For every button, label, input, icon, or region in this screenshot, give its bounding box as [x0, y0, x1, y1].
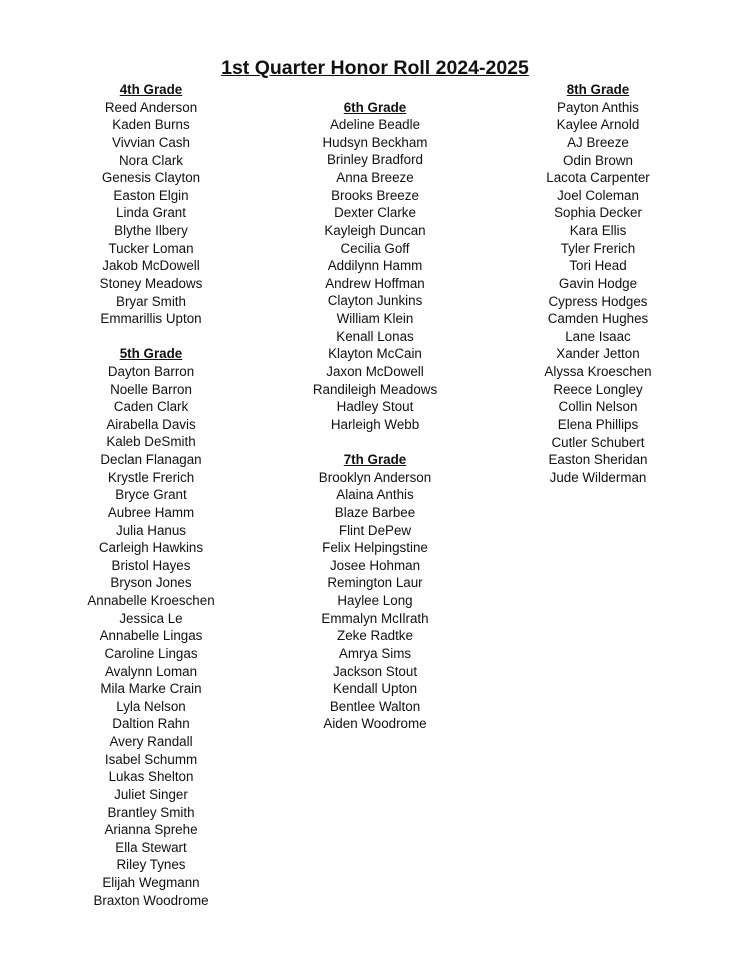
student-name: Adeline Beadle — [329, 117, 421, 133]
student-name: Kara Ellis — [569, 223, 627, 238]
student-name: Blaze Barbee — [334, 504, 416, 520]
student-name: Jessica Le — [119, 610, 183, 626]
student-name: Alaina Anthis — [336, 487, 414, 503]
student-name: Tyler Frerich — [560, 240, 636, 256]
student-name: Cutler Schubert — [551, 434, 645, 450]
student-name: Reed Anderson — [104, 99, 198, 115]
column-right — [488, 81, 708, 486]
student-name: Felix Helpingstine — [322, 540, 428, 556]
student-name: Arianna Sprehe — [104, 822, 198, 838]
student-name: Jakob McDowell — [102, 258, 200, 274]
student-name: Kayleigh Duncan — [324, 222, 426, 238]
student-name: Gavin Hodge — [558, 275, 638, 291]
student-name: Lyla Nelson — [116, 698, 186, 714]
student-name: Klayton McCain — [328, 346, 422, 362]
student-name: Clayton Junkins — [327, 293, 423, 309]
grade-heading-6th: 6th Grade — [343, 99, 407, 115]
student-list-g5 — [41, 363, 261, 909]
student-name: Josee Hohman — [329, 557, 421, 573]
student-name: Flint DePew — [338, 522, 412, 538]
column-middle — [265, 99, 485, 733]
grade-heading-8th: 8th Grade — [566, 82, 630, 97]
student-name: Avery Randall — [109, 734, 193, 750]
student-name: Emmarillis Upton — [100, 311, 202, 327]
student-name: Amrya Sims — [338, 645, 412, 661]
student-list-g6 — [265, 116, 485, 433]
student-name: Haylee Long — [337, 593, 413, 609]
student-name: Emmalyn McIlrath — [321, 610, 429, 626]
student-name: Jaxon McDowell — [326, 363, 424, 379]
grade-heading-7th: 7th Grade — [343, 452, 407, 468]
student-name: Caroline Lingas — [104, 645, 198, 661]
student-list-g8 — [488, 99, 708, 487]
student-name: Genesis Clayton — [101, 170, 201, 186]
student-name: Bryson Jones — [110, 575, 192, 591]
student-name: Bentlee Walton — [329, 698, 421, 714]
student-name: Tori Head — [569, 258, 627, 274]
student-name: Aubree Hamm — [107, 504, 195, 520]
spacer — [41, 328, 261, 346]
grade-heading-4th: 4th Grade — [119, 82, 183, 97]
student-list-g4 — [41, 99, 261, 328]
student-name: Randileigh Meadows — [312, 381, 438, 397]
student-list-g7 — [265, 469, 485, 733]
student-name: Kaden Burns — [112, 117, 190, 133]
student-name: Reece Longley — [553, 381, 643, 397]
student-name: Krystle Frerich — [107, 469, 195, 485]
student-name: AJ Breeze — [567, 134, 629, 150]
student-name: William Klein — [336, 311, 414, 327]
student-name: Hudsyn Beckham — [322, 134, 428, 150]
student-name: Elijah Wegmann — [102, 875, 200, 891]
spacer — [265, 433, 485, 451]
student-name: Brinley Bradford — [326, 152, 423, 168]
student-name: Jude Wilderman — [549, 469, 647, 485]
student-name: Lukas Shelton — [108, 769, 194, 785]
student-name: Kaleb DeSmith — [106, 434, 196, 450]
student-name: Caden Clark — [113, 399, 189, 415]
student-name: Bristol Hayes — [111, 557, 191, 573]
student-name: Nora Clark — [119, 152, 183, 168]
student-name: Julia Hanus — [116, 522, 186, 538]
student-name: Odin Brown — [563, 152, 633, 168]
student-name: Camden Hughes — [547, 311, 649, 327]
student-name: Elena Phillips — [557, 416, 639, 432]
student-name: Daltion Rahn — [112, 716, 190, 732]
student-name: Harleigh Webb — [330, 416, 420, 432]
student-name: Ella Stewart — [115, 839, 187, 855]
student-name: Xander Jetton — [556, 346, 640, 362]
student-name: Brooks Breeze — [331, 187, 419, 203]
student-name: Kenall Lonas — [336, 328, 414, 344]
student-name: Vivvian Cash — [112, 134, 190, 150]
student-name: Annabelle Kroeschen — [87, 593, 215, 609]
student-name: Declan Flanagan — [100, 452, 202, 468]
student-name: Tucker Loman — [108, 240, 194, 256]
student-name: Bryar Smith — [116, 293, 186, 309]
student-name: Riley Tynes — [116, 857, 186, 873]
student-name: Dayton Barron — [107, 363, 195, 379]
student-name: Lacota Carpenter — [546, 170, 650, 186]
student-name: Cecilia Goff — [340, 240, 410, 256]
student-name: Blythe Ilbery — [114, 223, 188, 238]
student-name: Avalynn Loman — [104, 663, 198, 679]
student-name: Linda Grant — [116, 205, 186, 221]
student-name: Easton Sheridan — [548, 452, 648, 468]
student-name: Cypress Hodges — [548, 293, 648, 309]
student-name: Isabel Schumm — [104, 751, 198, 767]
student-name: Carleigh Hawkins — [98, 540, 204, 556]
student-name: Brooklyn Anderson — [318, 469, 432, 485]
student-name: Andrew Hoffman — [325, 275, 425, 291]
grade-heading-5th: 5th Grade — [119, 346, 183, 362]
student-name: Remington Laur — [327, 575, 423, 591]
student-name: Noelle Barron — [110, 381, 192, 397]
student-name: Brantley Smith — [107, 804, 195, 820]
student-name: Addilynn Hamm — [327, 258, 423, 274]
page-title: 1st Quarter Honor Roll 2024-2025 — [221, 57, 529, 79]
student-name: Airabella Davis — [106, 416, 196, 432]
student-name: Lane Isaac — [565, 328, 631, 344]
student-name: Sophia Decker — [554, 205, 642, 221]
student-name: Payton Anthis — [557, 99, 639, 115]
student-name: Aiden Woodrome — [323, 716, 427, 732]
column-left — [41, 81, 261, 909]
student-name: Braxton Woodrome — [93, 892, 209, 908]
student-name: Kendall Upton — [332, 681, 418, 697]
student-name: Mila Marke Crain — [100, 681, 202, 697]
student-name: Kaylee Arnold — [556, 117, 640, 133]
student-name: Hadley Stout — [336, 399, 414, 415]
student-name: Dexter Clarke — [334, 205, 416, 221]
student-name: Annabelle Lingas — [99, 628, 203, 644]
student-name: Collin Nelson — [558, 399, 638, 415]
student-name: Joel Coleman — [557, 187, 639, 203]
student-name: Alyssa Kroeschen — [544, 364, 652, 379]
student-name: Anna Breeze — [336, 170, 414, 186]
student-name: Easton Elgin — [113, 187, 189, 203]
student-name: Zeke Radtke — [337, 628, 413, 644]
student-name: Bryce Grant — [115, 487, 187, 503]
student-name: Juliet Singer — [114, 786, 188, 802]
student-name: Stoney Meadows — [99, 275, 203, 291]
student-name: Jackson Stout — [332, 663, 418, 679]
